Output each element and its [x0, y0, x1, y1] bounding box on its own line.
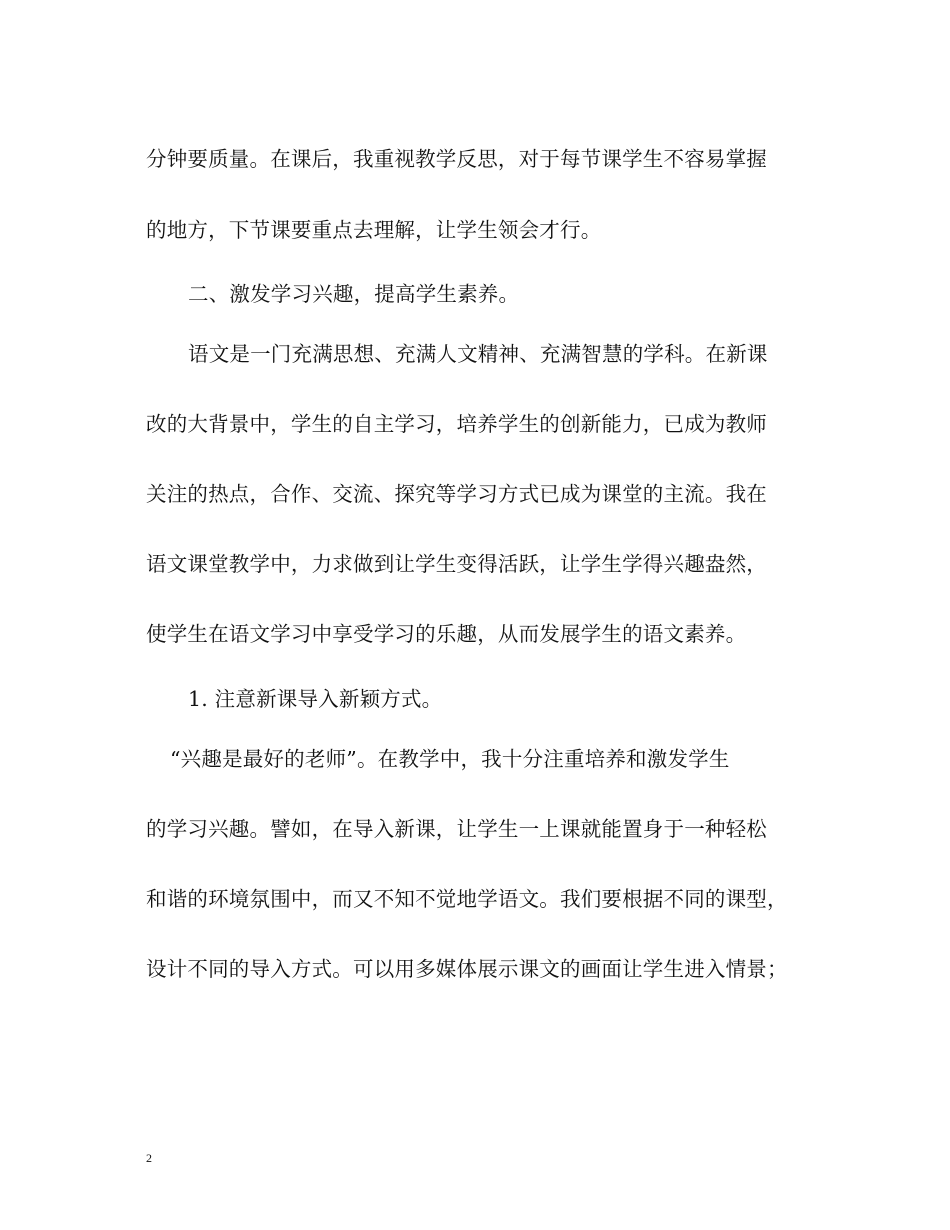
page-number: 2: [146, 1151, 152, 1165]
text-line-5: 改的大背景中，学生的自主学习，培养学生的创新能力，已成为教师: [146, 412, 767, 436]
text-line-4: 语文是一门充满思想、充满人文精神、充满智慧的学科。在新课: [188, 342, 768, 366]
text-line-1: 分钟要质量。在课后，我重视教学反思，对于每节课学生不容易掌握: [146, 147, 767, 171]
text-line-11: 的学习兴趣。譬如，在导入新课，让学生一上课就能置身于一种轻松: [146, 817, 767, 841]
section-heading: 二、激发学习兴趣，提高学生素养。: [188, 282, 520, 306]
text-line-12: 和谐的环境氛围中，而又不知不觉地学语文。我们要根据不同的课型，: [146, 887, 788, 911]
text-line-10: “兴趣是最好的老师”。在教学中，我十分注重培养和激发学生: [170, 747, 730, 771]
text-line-2: 的地方，下节课要重点去理解，让学生领会才行。: [146, 218, 602, 242]
text-line-13: 设计不同的导入方式。可以用多媒体展示课文的画面让学生进入情景；: [146, 957, 788, 981]
text-line-8: 使学生在语文学习中享受学习的乐趣，从而发展学生的语文素养。: [146, 622, 747, 646]
subsection-heading: 1. 注意新课导入新颖方式。: [188, 687, 443, 711]
text-line-7: 语文课堂教学中，力求做到让学生变得活跃，让学生学得兴趣盎然，: [146, 552, 767, 576]
text-line-6: 关注的热点，合作、交流、探究等学习方式已成为课堂的主流。我在: [146, 482, 767, 506]
